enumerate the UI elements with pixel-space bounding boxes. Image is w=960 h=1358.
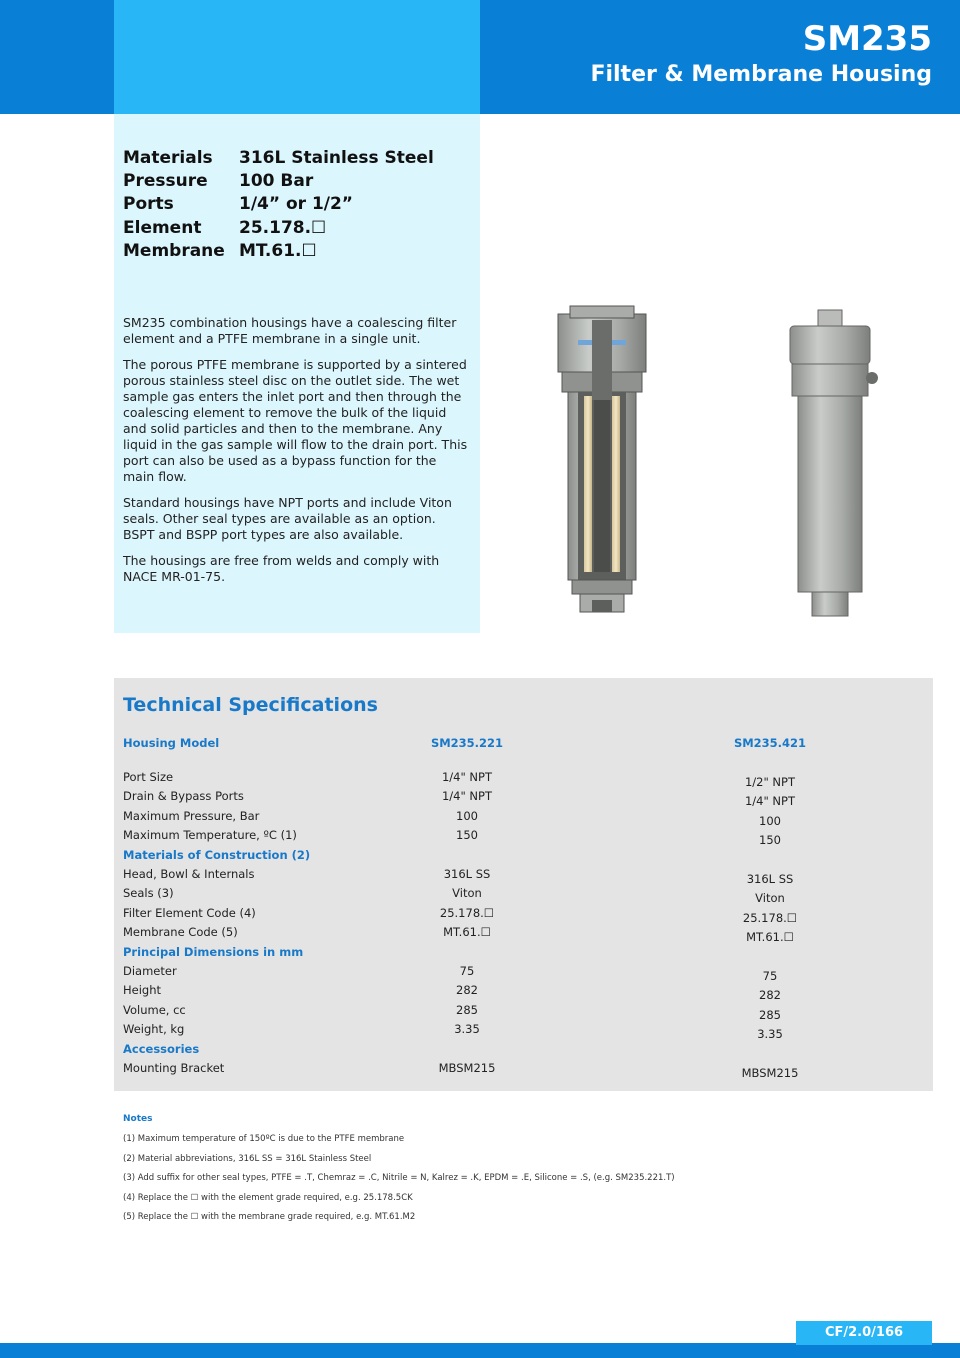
spec-row-label: Diameter xyxy=(123,964,177,978)
notes-title: Notes xyxy=(123,1114,153,1124)
spec-value-model-2: 75 xyxy=(762,969,778,983)
description-paragraph: Standard housings have NPT ports and include Viton seals. Other seal types are available as an option. BSPT and BSPP port types are also available. xyxy=(123,495,452,542)
spec-value-model-1: 282 xyxy=(456,983,478,998)
spec-value-model-1: 1/4" NPT xyxy=(441,770,492,784)
spec-value-model-1: 75 xyxy=(459,964,475,978)
spec-row-label: Maximum Temperature, ºC (1) xyxy=(123,828,297,843)
quick-spec-membrane: Membrane MT.61.☐ xyxy=(123,241,317,262)
note-item: (2) Material abbreviations, 316L SS = 316L Stainless Steel xyxy=(123,1153,372,1164)
quick-spec-pressure: Pressure 100 Bar xyxy=(123,171,314,192)
footer-bar xyxy=(0,1343,960,1358)
quick-specs xyxy=(123,146,434,263)
spec-row-label: Weight, kg xyxy=(123,1022,185,1037)
note-item: (5) Replace the ☐ with the membrane grade required, e.g. MT.61.M2 xyxy=(123,1212,416,1222)
notes xyxy=(123,1114,675,1232)
housing-model-header: Housing Model xyxy=(123,736,220,750)
description-paragraph: The housings are free from welds and comply with NACE MR-01-75. xyxy=(123,553,440,584)
header-right-block xyxy=(480,0,960,114)
quick-spec-ports: Ports 1/4” or 1/2” xyxy=(123,194,353,215)
description-paragraph: SM235 combination housings have a coalescing filter element and a PTFE membrane in a single unit. xyxy=(123,315,457,346)
spec-row-label: Volume, cc xyxy=(123,1002,186,1017)
spec-value-model-1: MBSM215 xyxy=(438,1061,496,1075)
product-code: SM235 xyxy=(802,19,932,59)
spec-row-label: Drain & Bypass Ports xyxy=(123,789,244,804)
spec-value-model-2: 150 xyxy=(759,833,781,848)
page-code-badge: CF/2.0/166 xyxy=(796,1321,932,1345)
spec-row-label: Filter Element Code (4) xyxy=(123,905,256,920)
spec-value-model-2: 316L SS xyxy=(746,872,794,886)
spec-value-model-1: 100 xyxy=(456,808,478,823)
spec-value-model-1: 285 xyxy=(456,1002,478,1017)
spec-value-model-2: 3.35 xyxy=(757,1027,783,1042)
spec-value-model-2: MBSM215 xyxy=(741,1066,799,1080)
note-item: (4) Replace the ☐ with the element grade required, e.g. 25.178.5CK xyxy=(123,1192,413,1203)
description-paragraph: The porous PTFE membrane is supported by a sintered porous stainless steel disc on the outlet side. The wet sample gas enters the inlet port and then through the coalescing element to remove the bulk of the liquid and solid particles and then to the membrane. Any liquid in the gas sample will flow to the drain port. This port can also be used as a bypass function for the main flow. xyxy=(123,357,468,484)
spec-value-model-1: 1/4" NPT xyxy=(441,789,492,804)
spec-row-label: Maximum Pressure, Bar xyxy=(123,808,260,823)
spec-row-label: Port Size xyxy=(123,770,174,784)
model-header-1: SM235.221 xyxy=(430,736,504,750)
note-item: (3) Add suffix for other seal types, PTFE = .T, Chemraz = .C, Nitrile = N, Kalrez = .K, EPDM = .E, Silicone = .S, (e.g. SM235.221.T) xyxy=(123,1173,675,1183)
spec-value-model-2: MT.61.☐ xyxy=(746,930,794,945)
spec-value-model-2: 100 xyxy=(759,813,781,828)
spec-row-label: Seals (3) xyxy=(123,886,174,901)
spec-value-model-2: 25.178.☐ xyxy=(742,910,798,925)
description xyxy=(123,315,469,595)
spec-value-model-2: 1/2" NPT xyxy=(744,775,795,789)
spec-row-label: Head, Bowl & Internals xyxy=(123,867,255,881)
spec-value-model-1: Viton xyxy=(452,886,482,901)
spec-section-heading: Accessories xyxy=(123,1041,200,1056)
spec-value-model-1: 25.178.☐ xyxy=(439,905,495,920)
spec-section-heading: Materials of Construction (2) xyxy=(123,847,311,862)
product-illustration xyxy=(540,300,880,625)
spec-value-model-2: 282 xyxy=(759,988,781,1003)
note-item: (1) Maximum temperature of 150ºC is due to the PTFE membrane xyxy=(123,1134,405,1144)
spec-value-model-1: MT.61.☐ xyxy=(443,925,491,940)
spec-section-heading: Principal Dimensions in mm xyxy=(123,944,304,959)
spec-value-model-2: Viton xyxy=(755,891,785,906)
technical-specifications xyxy=(114,678,933,1091)
spec-value-model-2: 1/4" NPT xyxy=(744,794,795,809)
spec-row-label: Height xyxy=(123,983,162,998)
external-view xyxy=(790,310,878,616)
header-left-block xyxy=(0,0,114,114)
spec-row-label: Membrane Code (5) xyxy=(123,925,238,940)
product-name: Filter & Membrane Housing xyxy=(590,62,932,87)
tech-spec-title: Technical Specifications xyxy=(123,694,378,716)
spec-row-label: Mounting Bracket xyxy=(123,1061,225,1075)
spec-value-model-1: 3.35 xyxy=(454,1022,480,1037)
cutaway-view xyxy=(558,306,646,612)
spec-value-model-1: 316L SS xyxy=(443,867,491,881)
model-header-2: SM235.421 xyxy=(733,736,807,750)
quick-spec-materials: Materials 316L Stainless Steel xyxy=(123,147,434,168)
header-middle-block xyxy=(114,0,480,114)
spec-value-model-1: 150 xyxy=(456,828,478,843)
spec-value-model-2: 285 xyxy=(759,1007,781,1022)
quick-spec-element: Element 25.178.☐ xyxy=(123,217,327,238)
